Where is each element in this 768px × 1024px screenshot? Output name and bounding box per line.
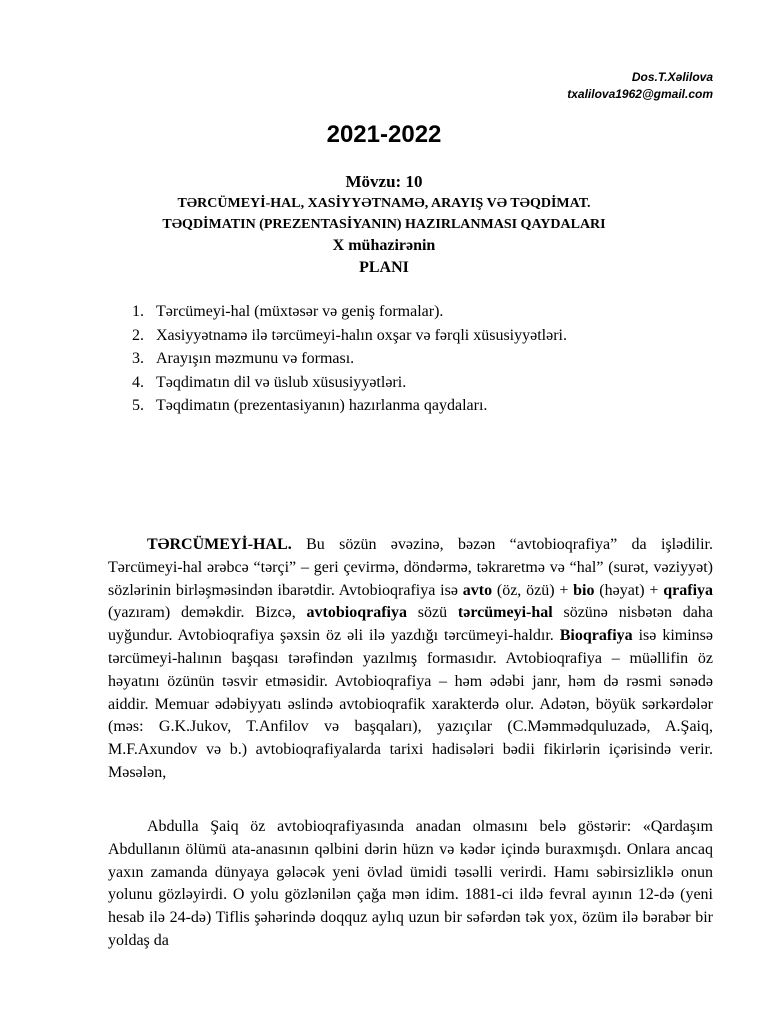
plan-item-number: 5. <box>132 397 144 414</box>
biography-paragraph <box>108 534 713 785</box>
plan-item <box>132 394 567 418</box>
lecture-label: X mühazirənin <box>332 237 436 254</box>
plan-item-number: 3. <box>132 350 144 367</box>
text-run: avtobioqrafiya <box>306 604 407 622</box>
academic-year: 2021-2022 <box>326 121 442 148</box>
text-run: tərcümeyi-hal <box>457 604 553 622</box>
text-run: isə kiminsə tərcümeyi-halının başqası tərəfindən yazılmış formasıdır. Avtobioqrafiya – müəllifin öz həyatını özünün təsvir etməsidir. Avtobioqrafiya – həm ədəbi janr, həm də rəsmi sənədə aiddir. Memuar ədəbiyyatı əslində avtobioqrafik xarakterdə olur. Adətən, böyük sərkərdələr (məs: G.K.Jukov, T.Anfilov və başqaları), yazıçılar (C.Məmmədquluzadə, A.Şaiq, M.F.Axundov və b.) avtobioqrafiyalarda tarixi hadisələri bədii fikirlərin içərisində verir. Məsələn, <box>108 627 714 781</box>
plan-item-number: 4. <box>132 373 144 391</box>
text-run: avto <box>462 581 493 599</box>
plan-item-text: Tərcümeyi-hal (müxtəsər və geniş formalar). <box>156 303 444 320</box>
plan-item-text: Təqdimatın dil və üslub xüsusiyyətləri. <box>156 373 407 391</box>
author-email: txalilova1962@gmail.com <box>567 87 713 101</box>
text-run: (həyat) + <box>594 581 664 599</box>
lecture-title-line-2: TƏQDİMATIN (PREZENTASİYANIN) HAZIRLANMASI QAYDALARI <box>162 217 606 232</box>
text-run: TƏRCÜMEYİ-HAL. <box>147 536 292 553</box>
plan-list <box>132 300 567 418</box>
text-run: (yazıram) deməkdir. Bizcə, <box>108 604 307 622</box>
text-run: bio <box>573 581 595 599</box>
plan-item-text: Xasiyyətnamə ilə tərcümeyi-halın oxşar və fərqli xüsusiyyətləri. <box>156 326 567 344</box>
plan-item-text: Təqdimatın (prezentasiyanın) hazırlanma qaydaları. <box>156 397 488 414</box>
plan-heading: PLANI <box>359 259 409 276</box>
text-run: sözü <box>406 604 458 622</box>
author-name: Dos.T.Xəlilova <box>631 70 713 84</box>
text-run: sözünə nisbətən daha uyğundur. Avtobioqrafiya şəxsin öz əli ilə yazdığı tərcümeyi-haldır. <box>108 604 714 645</box>
text-run: Bioqrafiya <box>559 627 633 645</box>
plan-item-text: Arayışın məzmunu və forması. <box>156 350 355 367</box>
lecture-title-line-1: TƏRCÜMEYİ-HAL, XASİYYƏTNAMƏ, ARAYIŞ VƏ TƏQDİMAT. <box>177 196 591 211</box>
plan-item-number: 2. <box>132 326 144 344</box>
text-run: Bu sözün əvəzinə, bəzən “avtobioqrafiya” da işlədilir. Tərcümeyi-hal ərəbcə “tərçi” – geri çevirmə, döndərmə, təkraretmə və “hal” (surət, vəziyyət) sözlərinin birləşməsindən ibarətdir. Avtobioqrafiya isə <box>108 536 713 599</box>
topic-number: Mövzu: 10 <box>345 172 423 191</box>
quote-paragraph: Abdulla Şaiq öz avtobioqrafiyasında anadan olmasını belə göstərir: «Qardaşım Abdullanın ölümü ata-anasının qəlbini dərin hüzn və kədər içində buraxmışdı. Onlara ancaq yaxın zamanda dünyaya gələcək yeni övlad ümidi təsəlli verirdi. Hamı səbirsizliklə onun yolunu gözləyirdi. O yolu gözlənilən çağa mən idim. 1881-ci ildə fevral ayının 12-də (yeni hesab ilə 24-də) Tiflis şəhərində doqquz aylıq uzun bir səfərdən tək yox, özüm ilə bərabər bir yoldaş da <box>108 818 713 949</box>
plan-item-number: 1. <box>132 303 144 320</box>
plan-item <box>132 300 567 324</box>
text-run: (öz, özü) + <box>492 581 574 599</box>
plan-item <box>132 324 567 348</box>
text-run: qrafiya <box>663 581 714 599</box>
author-block <box>567 69 713 103</box>
plan-item <box>132 371 567 395</box>
plan-item <box>132 347 567 371</box>
